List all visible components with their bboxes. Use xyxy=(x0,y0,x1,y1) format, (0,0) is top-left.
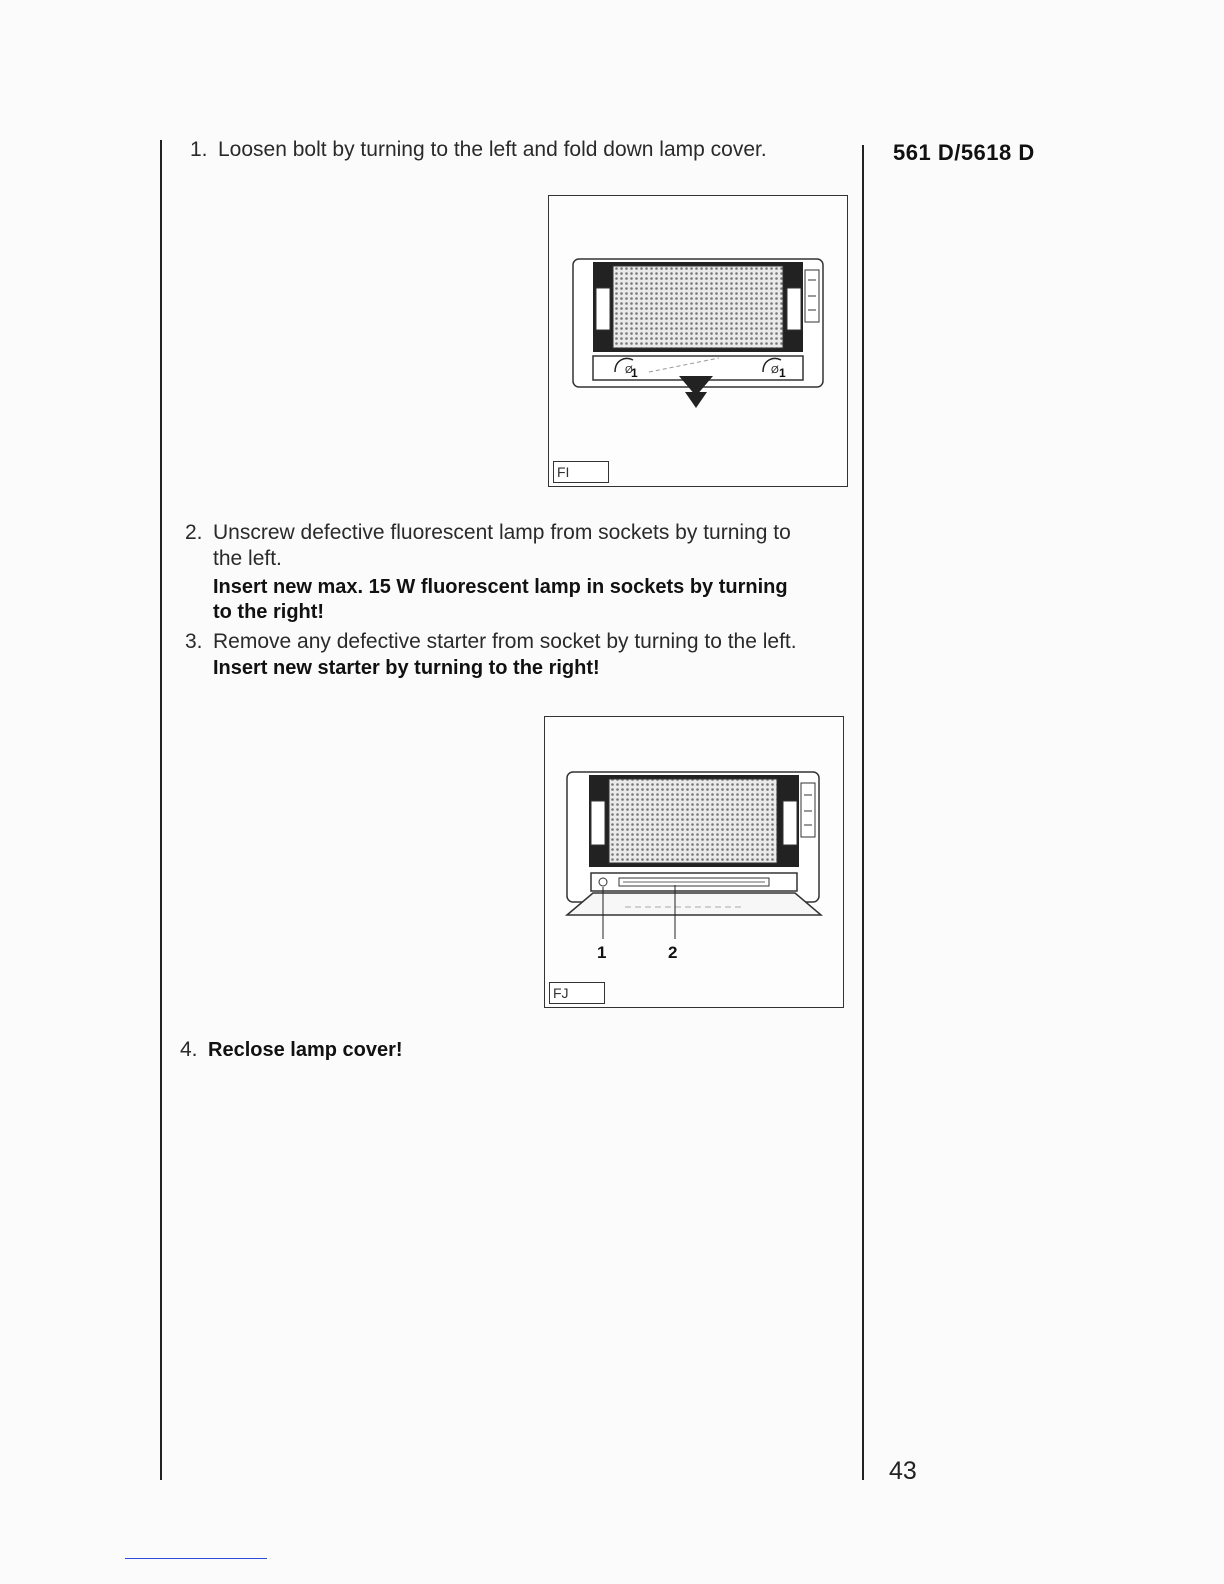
page-number: 43 xyxy=(889,1457,917,1485)
svg-text:Ø: Ø xyxy=(771,365,779,376)
step-2-bold-line-2: to the right! xyxy=(213,601,325,623)
step-1-number: 1. xyxy=(190,138,208,161)
figure-fi-bolt-left: 1 xyxy=(631,366,638,380)
figure-fj-drawing xyxy=(545,717,843,1007)
left-margin-rule xyxy=(160,140,162,1480)
step-2-text-line-1: Unscrew defective fluorescent lamp from sockets by turning to xyxy=(213,521,791,544)
step-2-continued xyxy=(213,545,282,573)
step-3-text: Remove any defective starter from socket by turning to the left. xyxy=(213,630,797,653)
step-1-text: Loosen bolt by turning to the left and fold down lamp cover. xyxy=(218,138,767,161)
step-3 xyxy=(185,628,797,656)
step-2-text-line-2: the left. xyxy=(213,547,282,570)
figure-fi xyxy=(548,195,848,487)
figure-fj xyxy=(544,716,844,1008)
figure-fj-callout-2: 2 xyxy=(668,943,678,962)
step-2-bold-line-1: Insert new max. 15 W fluorescent lamp in sockets by turning xyxy=(213,576,788,598)
svg-text:Ø: Ø xyxy=(625,365,633,376)
step-3-bold: Insert new starter by turning to the right! xyxy=(213,657,600,679)
step-2 xyxy=(185,519,791,547)
figure-fi-bolt-right: 1 xyxy=(779,366,786,380)
step-4-number: 4. xyxy=(180,1038,198,1061)
figure-fj-label: FJ xyxy=(549,982,605,1004)
step-4-text: Reclose lamp cover! xyxy=(208,1039,403,1061)
footer-underline xyxy=(125,1558,267,1559)
step-4 xyxy=(180,1036,403,1064)
figure-fi-label: FI xyxy=(553,461,609,483)
right-margin-rule xyxy=(862,145,864,1480)
figure-fj-callout-1: 1 xyxy=(597,943,607,962)
step-3-number: 3. xyxy=(185,630,203,653)
step-2-number: 2. xyxy=(185,521,203,544)
figure-fi-drawing xyxy=(549,196,847,486)
step-1 xyxy=(190,136,767,164)
model-number: 561 D/5618 D xyxy=(893,140,1035,165)
